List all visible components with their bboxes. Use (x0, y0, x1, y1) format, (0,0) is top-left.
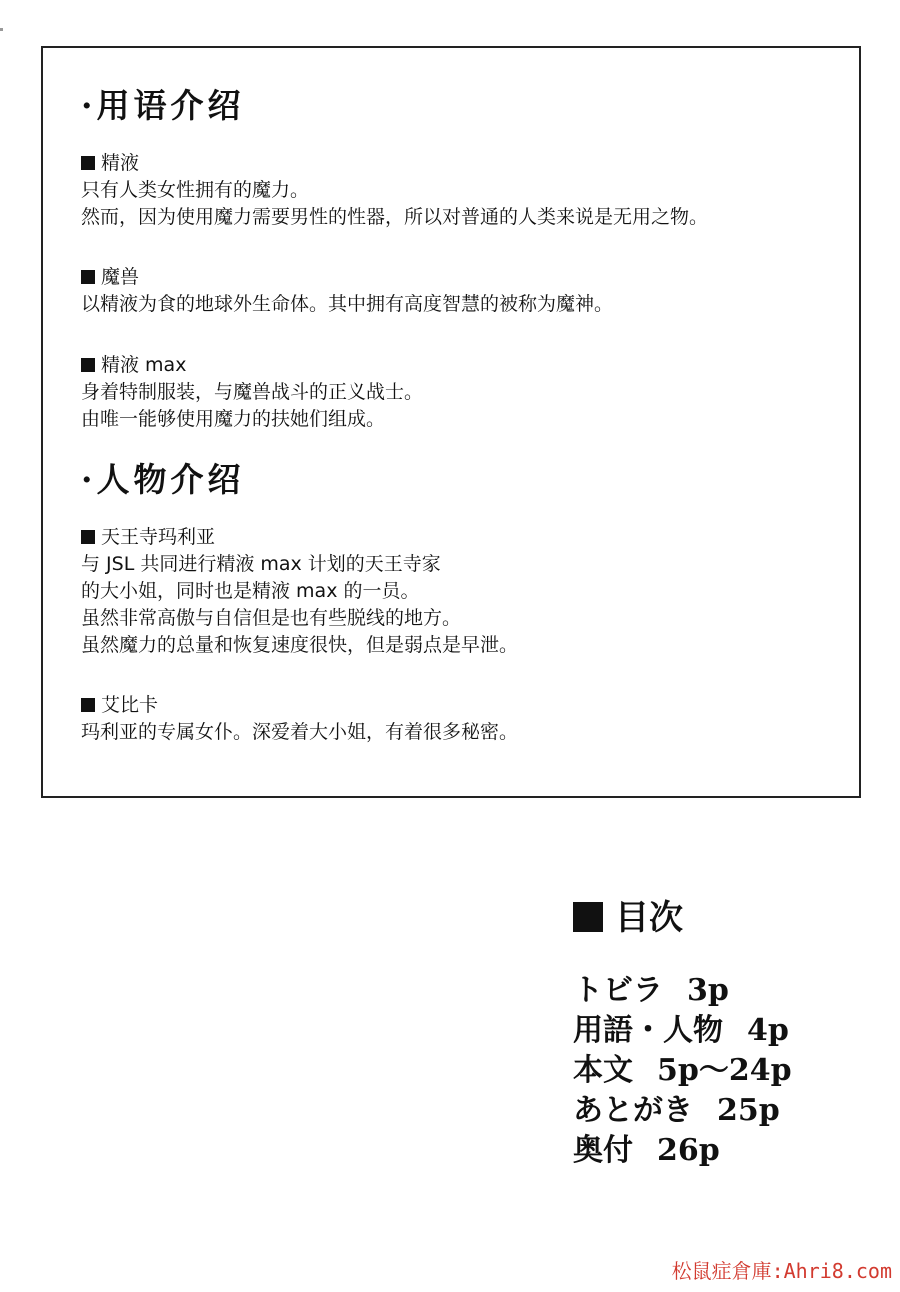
term-entry-seieki (81, 150, 851, 231)
toc-item: 本文 5p～24p (573, 1053, 792, 1088)
term-title: 魔兽 (81, 264, 851, 291)
term-title: 精液 (81, 150, 851, 177)
bullet-square-icon (81, 358, 95, 372)
term-line: 由唯一能够使用魔力的扶她们组成。 (81, 408, 386, 430)
scan-speck (0, 28, 3, 31)
term-line: 只有人类女性拥有的魔力。 (81, 179, 310, 201)
toc-item: あとがき 25p (573, 1093, 780, 1128)
bullet-square-icon (81, 530, 95, 544)
term-entry-seieki-max (81, 352, 851, 433)
term-entry-majuu (81, 264, 851, 318)
character-line: 与 JSL 共同进行精液 max 计划的天王寺家 (81, 553, 441, 575)
bullet-square-icon (81, 698, 95, 712)
term-title: 精液 max (81, 352, 851, 379)
character-line: 的大小姐，同时也是精液 max 的一员。 (81, 580, 420, 602)
character-title: 天王寺玛利亚 (81, 524, 851, 551)
bullet-square-icon (81, 156, 95, 170)
toc-item: トビラ 3p (573, 973, 729, 1008)
character-line: 虽然魔力的总量和恢复速度很快，但是弱点是早泄。 (81, 634, 519, 656)
character-line: 玛利亚的专属女仆。深爱着大小姐，有着很多秘密。 (81, 721, 519, 743)
character-title: 艾比卡 (81, 692, 851, 719)
bullet-square-icon (573, 902, 603, 932)
character-entry-ebika (81, 692, 851, 746)
terms-heading: ·用语介绍 (81, 86, 245, 125)
glossary-box (41, 46, 861, 798)
character-entry-maria (81, 524, 851, 659)
toc-heading: 目次 (573, 893, 873, 943)
term-line: 然而，因为使用魔力需要男性的性器，所以对普通的人类来说是无用之物。 (81, 206, 709, 228)
toc-item: 用語・人物 4p (573, 1013, 789, 1048)
characters-heading: ·人物介绍 (81, 460, 245, 499)
bullet-square-icon (81, 270, 95, 284)
watermark-text: 松鼠症倉庫:Ahri8.com (671, 1259, 892, 1283)
term-line: 身着特制服装，与魔兽战斗的正义战士。 (81, 381, 424, 403)
toc-item: 奥付 26p (573, 1133, 720, 1168)
table-of-contents (573, 893, 873, 1171)
term-line: 以精液为食的地球外生命体。其中拥有高度智慧的被称为魔神。 (81, 293, 614, 315)
character-line: 虽然非常高傲与自信但是也有些脱线的地方。 (81, 607, 462, 629)
